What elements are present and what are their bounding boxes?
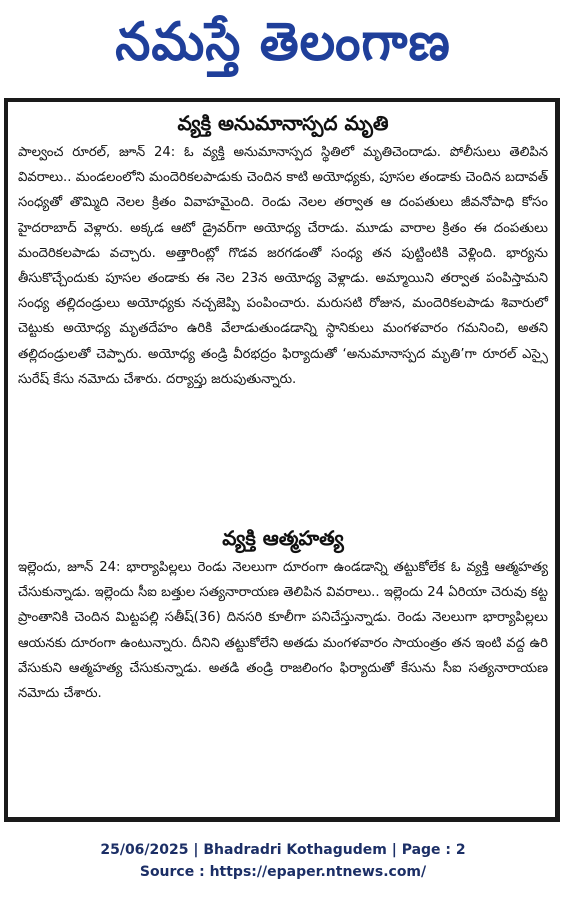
article-2 — [18, 523, 548, 706]
source-link[interactable]: Source : https://epaper.ntnews.com/ — [139, 864, 427, 880]
newspaper-logo: నమస్తే తెలంగాణ — [115, 10, 451, 72]
top-divider — [4, 98, 560, 102]
masthead — [0, 0, 566, 96]
edition-info: 25/06/2025 | Bhadradri Kothagudem | Page : 2 — [100, 842, 466, 858]
article-1 — [18, 108, 548, 392]
article-2-body: ఇల్లెందు, జూన్ 24: భార్యాపిల్లలు రెండు నెలలుగా దూరంగా ఉండడాన్ని తట్టుకోలేక ఓ వ్యక్తి ఆత్మహత్య చేసుకున్నాడు. ఇల్లెందు సీఐ బత్తుల సత్యనారాయణ తెలిపిన వివరాలు.. ఇల్లెందు 24 ఏరియా చెరువు కట్ట ప్రాంతానికి చెందిన మిట్టపల్లి సతీష్(36) దినసరి కూలీగా పనిచేస్తున్నాడు. రెండు నెలలుగా భార్యాపిల్లలు ఆయనకు దూరంగా ఉంటున్నారు. దీనిని తట్టుకోలేని అతడు మంగళవారం సాయంత్రం తన ఇంటి వద్ద ఉరి వేసుకుని ఆత్మహత్య చేసుకున్నాడు. అతడి తండ్రి రాజలింగం ఫిర్యాదుతో కేసును సీఐ సత్యనారాయణ నమోదు చేశారు. — [18, 560, 548, 702]
news-clipping — [4, 98, 560, 822]
article-1-headline: వ్యక్తి అనుమానాస్పద మృతి — [177, 111, 389, 135]
article-2-headline: వ్యక్తి ఆత్మహత్య — [222, 526, 344, 550]
article-1-body: పాల్వంచ రూరల్, జూన్ 24: ఓ వ్యక్తి అనుమానాస్పద స్థితిలో మృతిచెందాడు. పోలీసులు తెలిపిన వివరాలు.. మండలంలోని మందెరికలపాడుకు చెందిన కాటి అయోధ్యకు, పూసల తండాకు చెందిన బదావత్ సంధ్యతో తొమ్మిది నెలల క్రితం వివాహమైంది. రెండు నెలల తర్వాత ఆ దంపతులు జీవనోపాధి కోసం హైదరాబాద్ వెళ్లారు. అక్కడ ఆటో డ్రైవర్‌గా అయోధ్య చేరాడు. మూడు వారాల క్రితం ఈ దంపతులు మందెరికలపాడు వచ్చారు. అత్తారింట్లో గొడవ జరగడంతో సంధ్య తన పుట్టింటికి వెళ్లింది. భార్యను తీసుకొచ్చేందుకు పూసల తండాకు ఈ నెల 23న అయోధ్య వెళ్లాడు. అమ్మాయిని తర్వాత పంపిస్తామని సంధ్య తల్లిదండ్రులు అయోధ్యకు నచ్చజెప్పి పంపించారు. మరుసటి రోజున, మందెరికలపాడు శివారులో చెట్టుకు అయోధ్య మృతదేహం ఉరికి వేలాడుతుండడాన్ని స్థానికులు మంగళవారం గమనించి, అతని తల్లిదండ్రులతో చెప్పారు. అయోధ్య తండ్రి వీరభద్రం ఫిర్యాదుతో ‘అనుమానాస్పద మృతి’గా రూరల్ ఎస్సై సురేష్ కేసు నమోదు చేశారు. దర్యాప్తు జరుపుతున్నారు. — [18, 145, 548, 387]
